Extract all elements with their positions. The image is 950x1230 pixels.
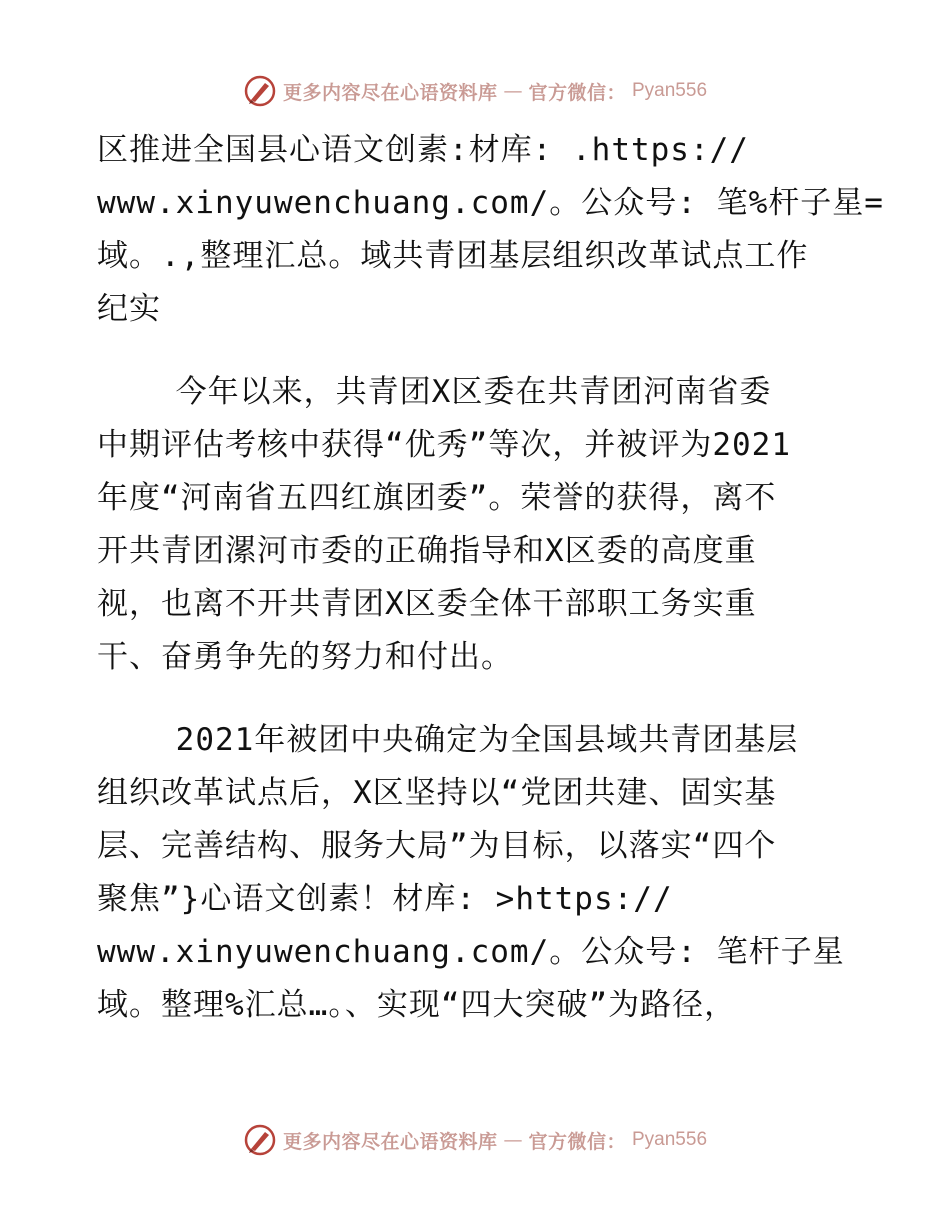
- paragraph-2: [97, 366, 857, 684]
- text-line: 纪实: [97, 291, 161, 327]
- footer-watermark: [0, 1120, 950, 1160]
- document-body: [97, 124, 884, 1032]
- text-line: 中期评估考核中获得“优秀”等次，并被评为2021: [97, 427, 791, 463]
- text-line: 视，也离不开共青团X区委全体干部职工务实重: [97, 586, 757, 622]
- text-line: 开共青团漯河市委的正确指导和X区委的高度重: [97, 533, 757, 569]
- text-line: 域。整理%汇总…。、实现“四大突破”为路径，: [97, 987, 737, 1023]
- text-line: 区推进全国县心语文创素:材库: .https://: [97, 132, 749, 168]
- text-line: 今年以来，共青团X区委在共青团河南省委: [97, 374, 772, 410]
- text-line: 组织改革试点后，X区坚持以“党团共建、固实基: [97, 775, 777, 811]
- text-line: 干、奋勇争先的努力和付出。: [97, 639, 513, 675]
- banner-wechat-id: Pyan556: [632, 1129, 708, 1150]
- pen-logo-icon: [243, 74, 277, 108]
- paragraph-1: [97, 124, 884, 336]
- text-line: 2021年被团中央确定为全国县域共青团基层: [97, 722, 799, 758]
- banner-text: 更多内容尽在心语资料库: [282, 1130, 498, 1153]
- text-line: www.xinyuwenchuang.com/。公众号: 笔杆子星: [97, 934, 845, 970]
- paragraph-3: [97, 714, 857, 1032]
- text-line: 域。.,整理汇总。域共青团基层组织改革试点工作: [97, 238, 809, 274]
- text-line: www.xinyuwenchuang.com/。公众号: 笔%杆子星=: [97, 185, 884, 221]
- header-watermark: [0, 71, 950, 111]
- pen-logo-icon: [243, 1123, 277, 1157]
- banner-wechat-id: Pyan556: [632, 80, 708, 101]
- banner-label: 官方微信：: [528, 81, 626, 104]
- text-line: 层、完善结构、服务大局”为目标，以落实“四个: [97, 828, 777, 864]
- text-line: 聚焦”}心语文创素！材库: >https://: [97, 881, 673, 917]
- banner-text: 更多内容尽在心语资料库: [282, 81, 498, 104]
- banner-separator: —: [503, 80, 523, 102]
- banner-label: 官方微信：: [528, 1130, 626, 1153]
- banner-separator: —: [503, 1129, 523, 1151]
- text-line: 年度“河南省五四红旗团委”。荣誉的获得，离不: [97, 480, 777, 516]
